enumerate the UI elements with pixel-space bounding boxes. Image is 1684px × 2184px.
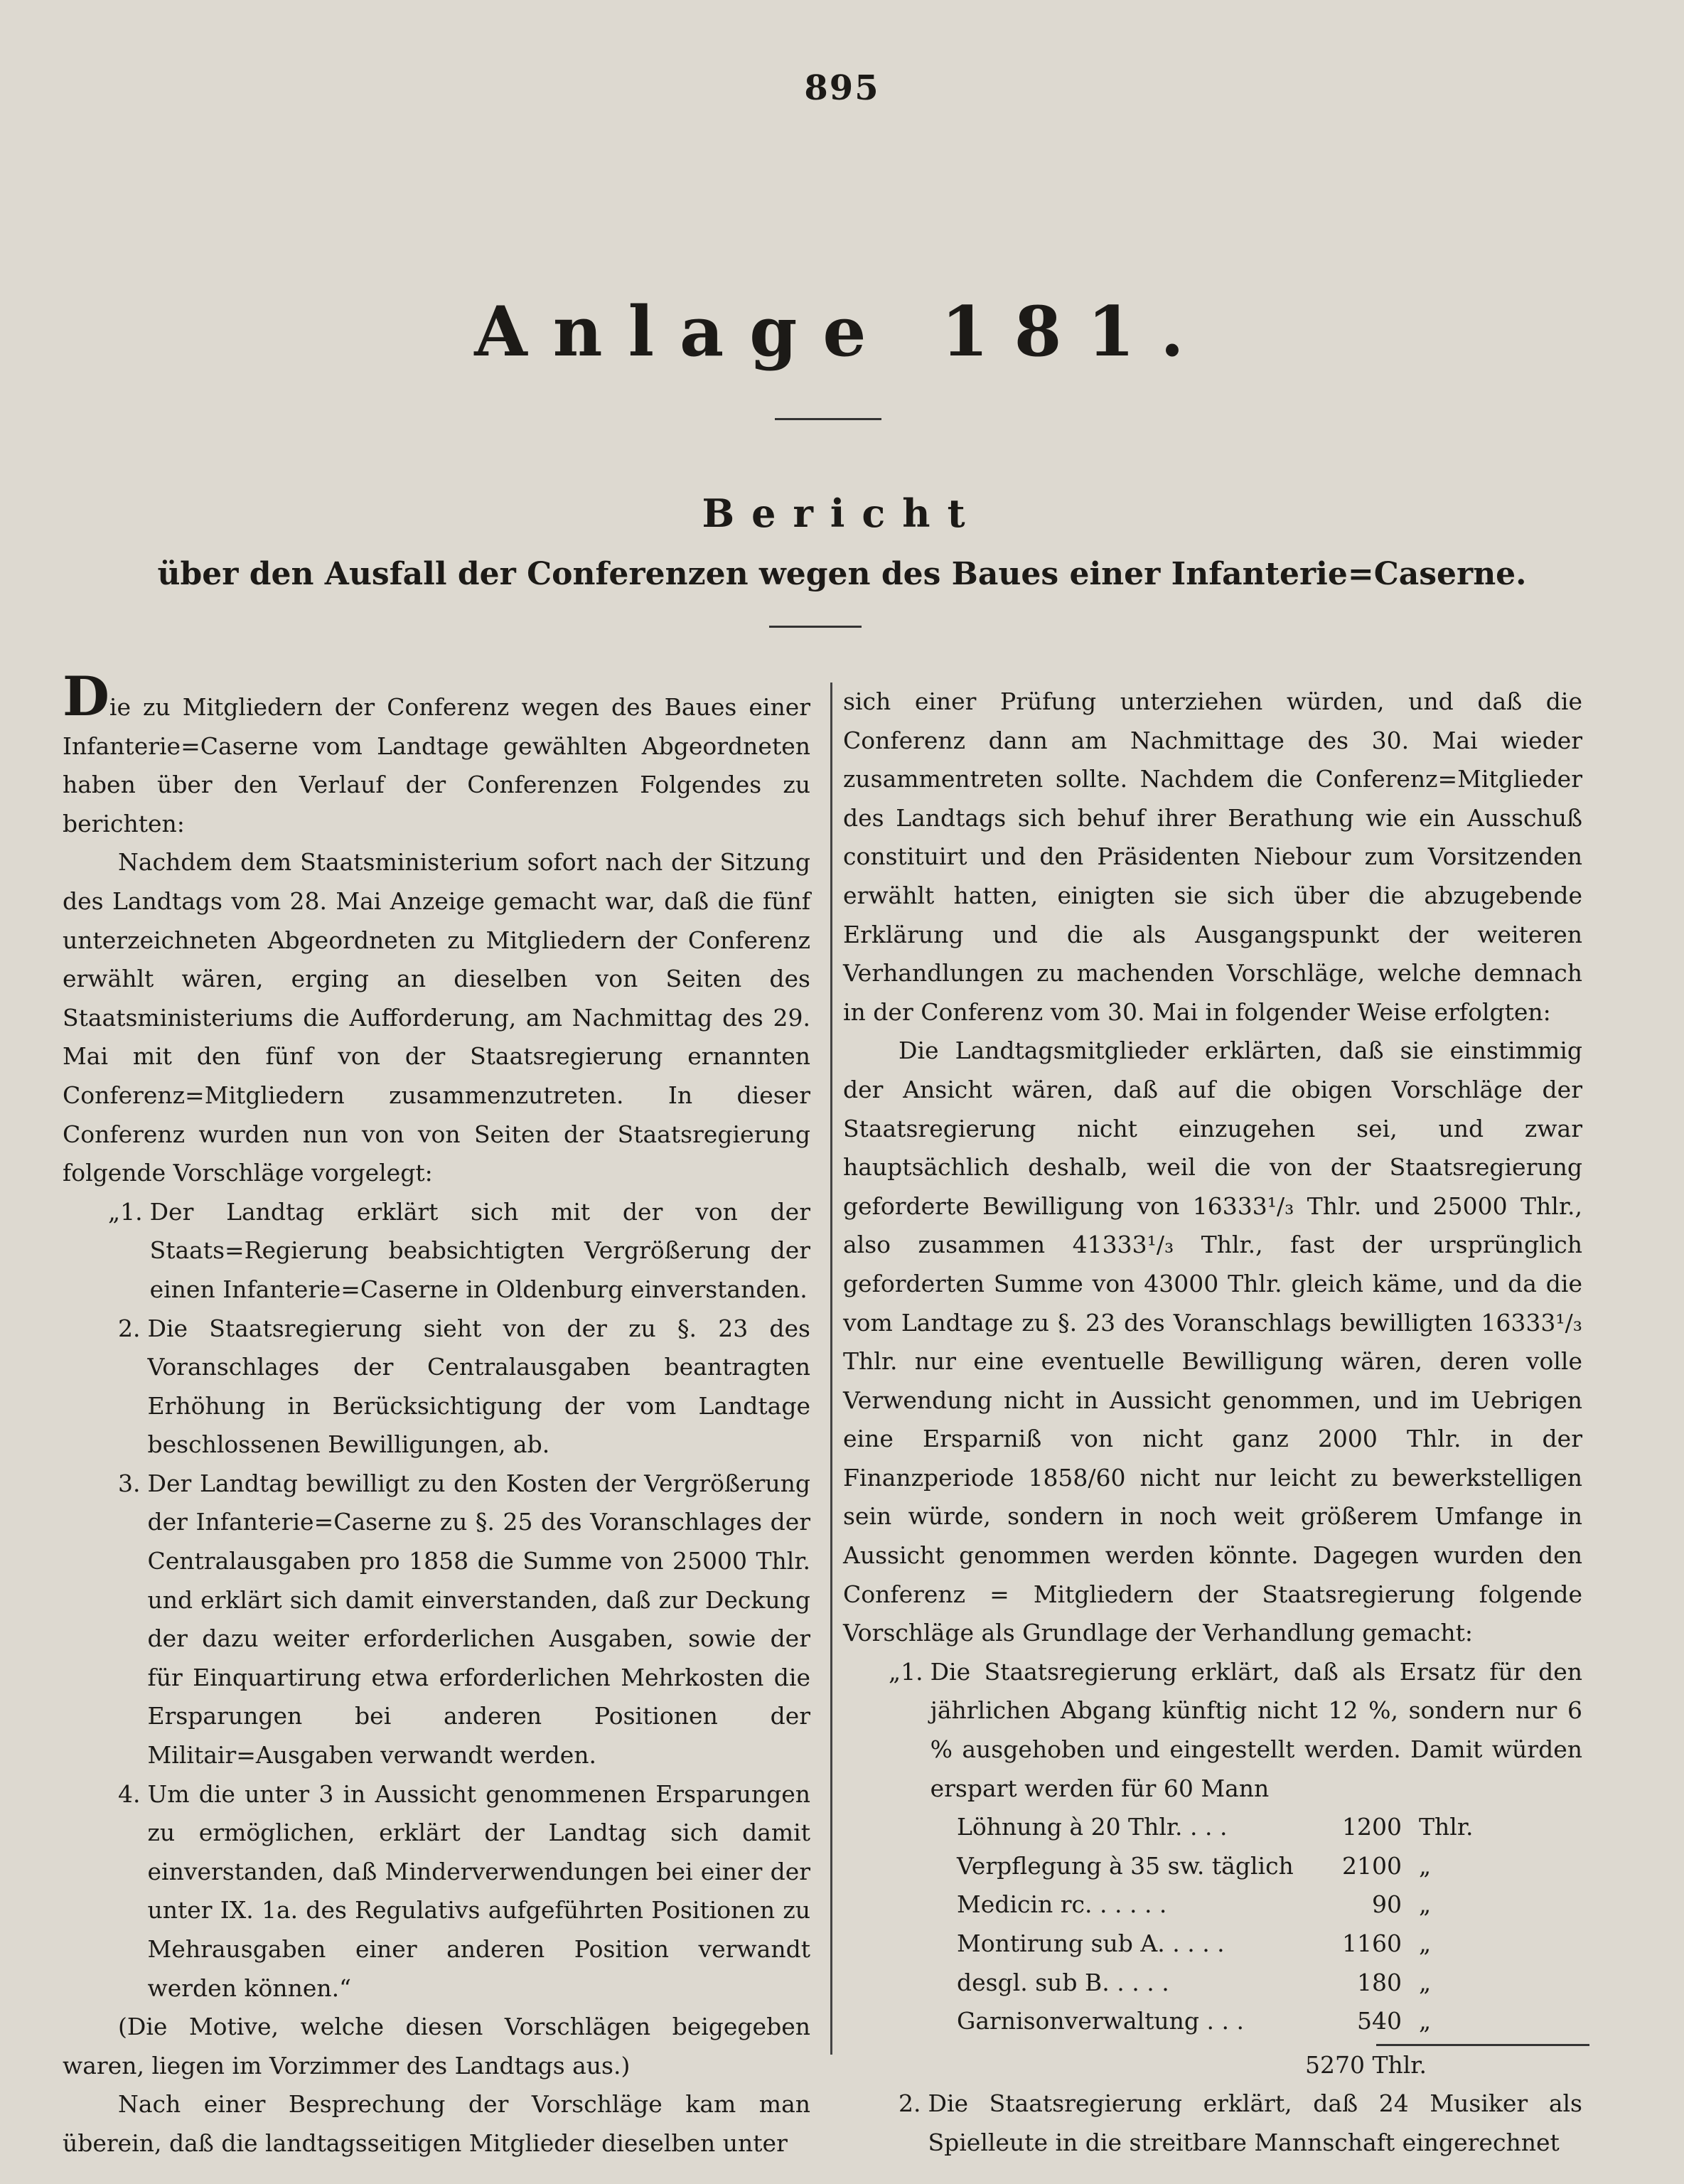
item-text: Um die unter 3 in Aussicht genommenen Ersparungen zu ermöglichen, erklärt der Landtag sich damit einverstanden, daß Minderverwendungen bei einer der unter IX. 1a. des Regulativs aufgeführten Positionen zu Mehrausgaben einer anderen Position verwandt werden können.“: [147, 1779, 810, 2002]
proposal-item: [63, 1775, 810, 2008]
item-number: „1.: [108, 1197, 143, 1226]
item-number: 2.: [118, 1314, 141, 1342]
row-amount: 90: [1372, 1890, 1402, 1919]
table-row: [957, 1808, 1497, 1847]
row-amount: 540: [1357, 2007, 1402, 2035]
row-label: Verpflegung à 35 sw. täglich: [957, 1851, 1294, 1880]
row-unit: „: [1419, 1851, 1432, 1880]
row-label: Medicin rc. . . . . .: [957, 1890, 1167, 1919]
row-unit: „: [1419, 1929, 1432, 1957]
item-text: Der Landtag bewilligt zu den Kosten der Vergrößerung der Infanterie=Caserne zu §. 25 des Voranschlages der Centralausgaben pro 1858 die Summe von 25000 Thlr. und erklärt sich damit einverstanden, daß zur Deckung der dazu weiter erforderlichen Ausgaben, sowie der für Einquartirung etwa erforderlichen Mehrkosten die Ersparungen bei anderen Positionen der Militair=Ausgaben verwandt werden.: [147, 1469, 810, 1770]
proposal-item: [63, 1193, 810, 1310]
paragraph: (Die Motive, welche diesen Vorschlägen beigegeben waren, liegen im Vorzimmer des Landtags aus.): [63, 2013, 810, 2079]
proposal-item: [843, 2084, 1582, 2162]
item-number: „1.: [889, 1657, 923, 1686]
drop-cap: D: [63, 665, 109, 728]
column-divider: [830, 682, 832, 2055]
page-number: 895: [804, 68, 880, 108]
item-text: Die Staatsregierung sieht von der zu §. 23 des Voranschlages der Centralausgaben beantragten Erhöhung in Berücksichtigung der vom Landtage beschlossenen Bewilligungen, ab.: [147, 1314, 810, 1459]
row-label: Löhnung à 20 Thlr. . . .: [957, 1813, 1228, 1841]
row-amount: 1200: [1342, 1813, 1402, 1841]
item-text: Die Staatsregierung erklärt, daß 24 Musiker als Spielleute in die streitbare Mannschaft eingerechnet: [928, 2089, 1582, 2156]
savings-table: [957, 1808, 1497, 2084]
right-column: [843, 682, 1582, 2163]
row-unit: „: [1419, 1968, 1432, 1996]
table-row: [957, 1925, 1497, 1964]
paragraph: Die Landtagsmitglieder erklärten, daß sie einstimmig der Ansicht wären, daß auf die obigen Vorschläge der Staatsregierung nicht einzugehen sei, und zwar hauptsächlich deshalb, weil die von der Staatsregierung geforderte Bewilligung von 16333¹/₃ Thlr. und 25000 Thlr., also zusammen 41333¹/₃ Thlr., fast der ursprünglich geforderten Summe von 43000 Thlr. gleich käme, und da die vom Landtage zu §. 23 des Voranschlags bewilligten 16333¹/₃ Thlr. nur eine eventuelle Bewilligung wären, deren volle Verwendung nicht in Aussicht genommen, und im Uebrigen eine Ersparniß von nicht ganz 2000 Thlr. in der Finanzperiode 1858/60 nicht nur leicht zu bewerkstelligen sein würde, sondern in noch weit größerem Umfange in Aussicht genommen werden könnte. Dagegen wurden den Conferenz = Mitgliedern der Staatsregierung folgende Vorschläge als Grundlage der Verhandlung gemacht:: [843, 1037, 1582, 1647]
heading-rule: [769, 626, 862, 628]
report-heading: Bericht: [702, 491, 982, 536]
proposal-item: [843, 1653, 1582, 1808]
table-row: [957, 1885, 1497, 1925]
row-label: Garnisonverwaltung . . .: [957, 2007, 1244, 2035]
row-unit: „: [1419, 1890, 1432, 1919]
table-row: [957, 2002, 1497, 2041]
row-amount: 1160: [1342, 1929, 1402, 1957]
sum-total: 5270 Thlr.: [1305, 2050, 1427, 2079]
table-row: [957, 1964, 1497, 2003]
row-label: Montirung sub A. . . . .: [957, 1929, 1225, 1957]
intro-text: ie zu Mitgliedern der Conferenz wegen des Baues einer Infanterie=Caserne vom Landtage gewählten Abgeordneten haben über den Verlauf der Conferenzen Folgendes zu berichten:: [63, 693, 810, 837]
item-number: 2.: [899, 2089, 921, 2118]
row-amount: 180: [1357, 1968, 1402, 1996]
item-number: 3.: [118, 1469, 141, 1497]
proposal-item: [63, 1310, 810, 1465]
table-row: [957, 1847, 1497, 1886]
item-number: 4.: [118, 1779, 141, 1808]
row-label: desgl. sub B. . . . .: [957, 1968, 1169, 1996]
page-title: Anlage 181.: [474, 291, 1210, 372]
item-text: Die Staatsregierung erklärt, daß als Ersatz für den jährlichen Abgang künftig nicht 12 %, sondern nur 6 % ausgehoben und eingestellt werden. Damit würden erspart werden für 60 Mann: [930, 1657, 1582, 1802]
paragraph: sich einer Prüfung unterziehen würden, und daß die Conferenz dann am Nachmittage des 30. Mai wieder zusammentreten sollte. Nachdem die Conferenz=Mitglieder des Landtags sich behuf ihrer Berathung wie ein Ausschuß constituirt und den Präsidenten Niebour zum Vorsitzenden erwählt hatten, einigten sie sich über die abzugebende Erklärung und die als Ausgangspunkt der weiteren Verhandlungen zu machenden Vorschläge, welche demnach in der Conferenz vom 30. Mai in folgender Weise erfolgten:: [843, 687, 1582, 1026]
row-amount: 2100: [1342, 1851, 1402, 1880]
left-column: [63, 665, 810, 2163]
row-unit: Thlr.: [1419, 1813, 1474, 1841]
row-unit: „: [1419, 2007, 1432, 2035]
item-text: Der Landtag erklärt sich mit der von der Staats=Regierung beabsichtigten Vergrößerung der einen Infanterie=Caserne in Oldenburg einverstanden.: [149, 1197, 810, 1303]
paragraph: Nachdem dem Staatsministerium sofort nach der Sitzung des Landtags vom 28. Mai Anzeige gemacht war, daß die fünf unterzeichneten Abgeordneten zu Mitgliedern der Conferenz erwählt wären, erging an dieselben von Seiten des Staatsministeriums die Aufforderung, am Nachmittag des 29. Mai mit den fünf von der Staatsregierung ernannten Conferenz=Mitgliedern zusammenzutreten. In dieser Conferenz wurden nun von von Seiten der Staatsregierung folgende Vorschläge vorgelegt:: [63, 848, 810, 1187]
proposal-item: [63, 1465, 810, 1775]
title-rule: [775, 418, 881, 420]
paragraph: Nach einer Besprechung der Vorschläge kam man überein, daß die landtagsseitigen Mitglieder dieselben unter: [63, 2090, 810, 2157]
intro-paragraph: [63, 665, 810, 843]
report-subheading: über den Ausfall der Conferenzen wegen des Baues einer Infanterie=Caserne.: [157, 556, 1527, 592]
